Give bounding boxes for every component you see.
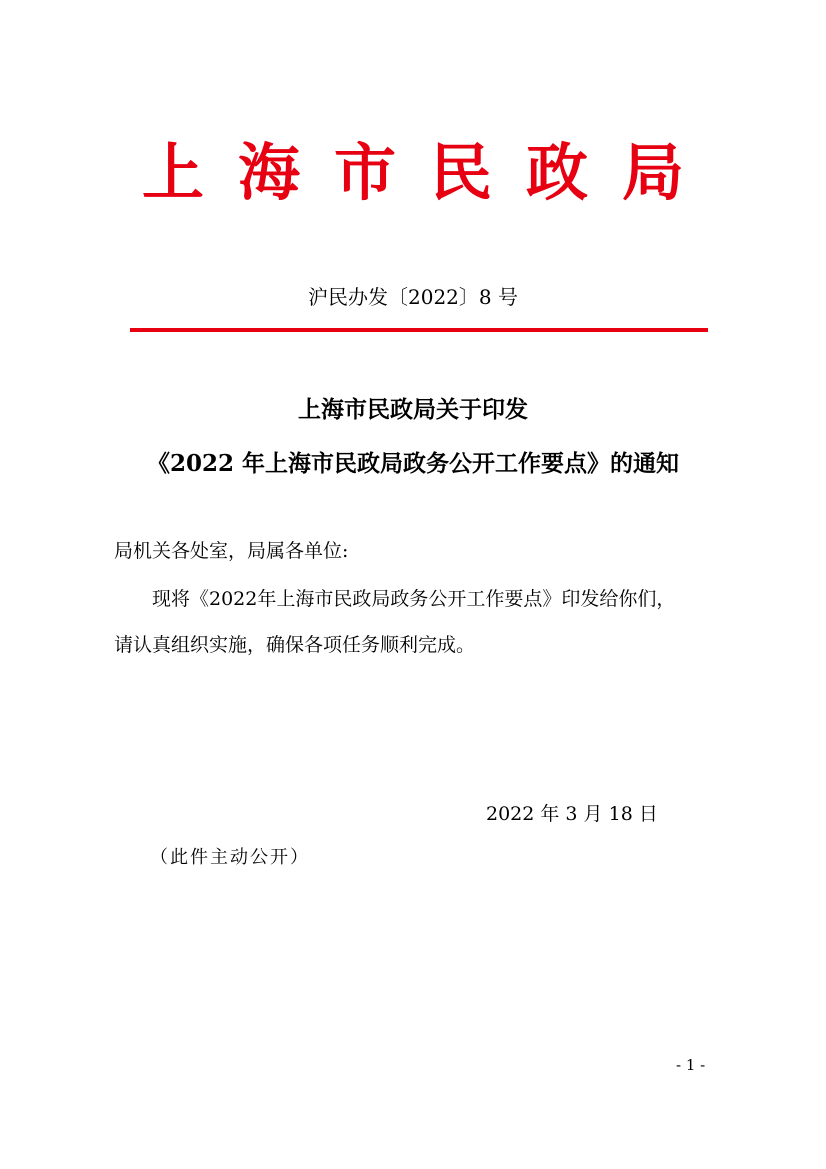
red-separator-line — [130, 328, 708, 332]
issue-date: 2022 年 3 月 18 日 — [486, 803, 658, 825]
document-title-line-2: 《2022 年上海市民政局政务公开工作要点》的通知 — [146, 450, 680, 477]
disclosure-note: （此件主动公开） — [150, 847, 310, 868]
body-paragraph-line-1: 现将《2022年上海市民政局政务公开工作要点》印发给你们， — [152, 588, 676, 610]
body-paragraph-line-2: 请认真组织实施，确保各项任务顺利完成。 — [114, 634, 476, 656]
page-number: - 1 - — [676, 1056, 706, 1074]
salutation: 局机关各处室，局属各单位: — [114, 540, 349, 562]
document-title-line-1: 上海市民政局关于印发 — [298, 396, 528, 423]
document-number: 沪民办发〔2022〕8 号 — [308, 285, 518, 309]
issuing-authority-header: 上海市民政局 — [141, 136, 718, 209]
